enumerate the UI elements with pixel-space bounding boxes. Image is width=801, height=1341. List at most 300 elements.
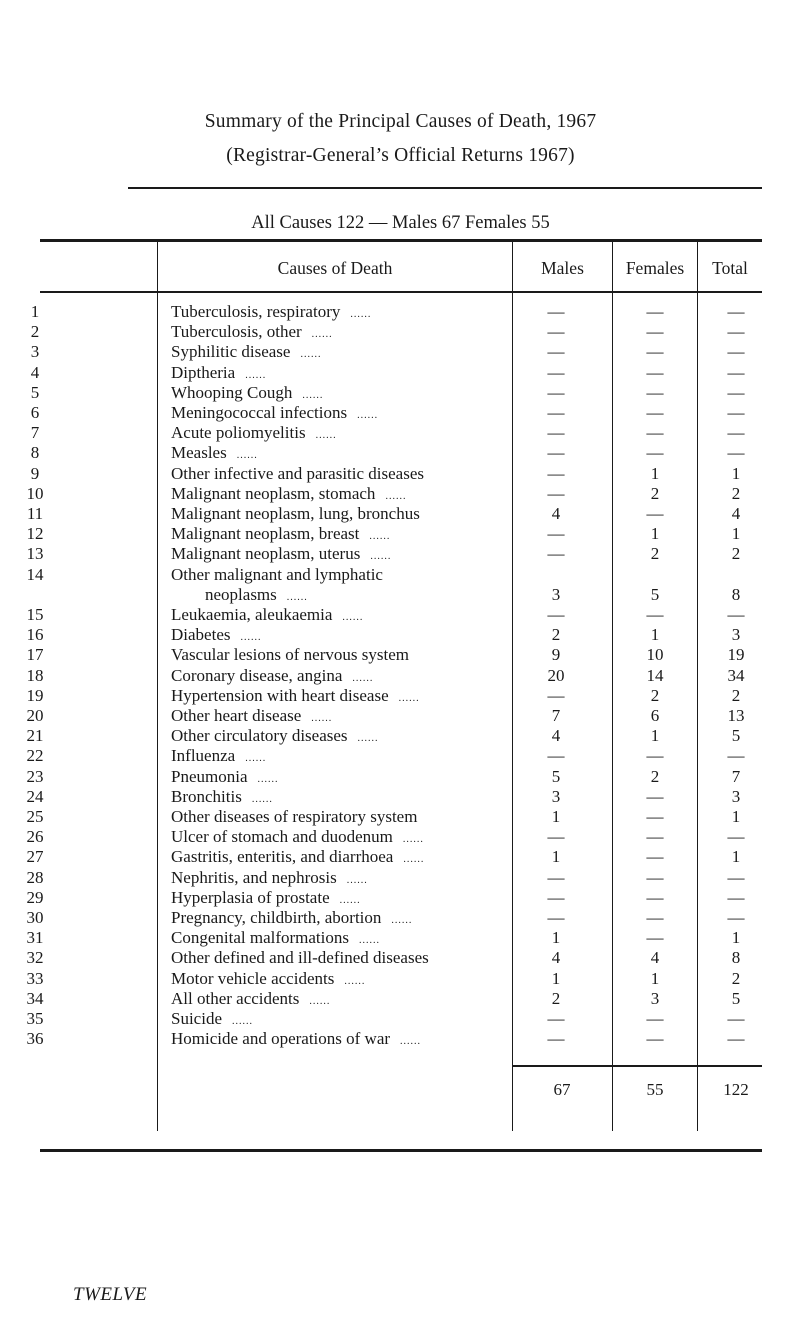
table-row <box>0 565 801 585</box>
males-cell: 3 <box>551 584 561 604</box>
table-row <box>0 888 801 908</box>
header-males: Males <box>541 258 584 278</box>
table-row <box>0 969 801 989</box>
total-cell: — <box>727 403 745 422</box>
row-number: 10 <box>26 483 44 503</box>
table-row <box>0 625 801 645</box>
cause-label: Nephritis, and nephrosis <box>171 867 337 887</box>
cause-cell <box>171 888 361 908</box>
row-number: 21 <box>26 726 44 746</box>
row-number: 34 <box>26 988 44 1008</box>
total-cell: 2 <box>731 544 741 564</box>
females-cell: — <box>646 1029 664 1049</box>
leader-dots: ...... <box>240 632 262 644</box>
total-cell: — <box>727 322 745 342</box>
leader-dots: ...... <box>257 773 279 785</box>
males-cell: — <box>547 342 565 362</box>
cause-cell <box>171 969 365 989</box>
totals-top-rule <box>512 1065 762 1067</box>
leader-dots: ...... <box>369 531 391 543</box>
cause-cell <box>171 686 420 706</box>
row-number: 19 <box>26 685 44 705</box>
males-cell: — <box>547 423 565 443</box>
total-cell: 2 <box>731 685 741 705</box>
row-number: 1 <box>30 302 40 321</box>
females-cell: 6 <box>650 706 660 725</box>
cause-label: Malignant neoplasm, stomach <box>171 483 376 503</box>
cause-cell <box>171 302 371 322</box>
row-number: 24 <box>26 786 44 806</box>
cause-cell <box>171 423 337 443</box>
total-cell: 3 <box>731 786 741 806</box>
leader-dots: ...... <box>245 369 267 381</box>
row-number: 5 <box>30 382 40 402</box>
table-top-rule <box>40 239 762 242</box>
males-cell: — <box>547 605 565 624</box>
table-row <box>0 666 801 686</box>
table-row <box>0 948 801 968</box>
row-number: 6 <box>30 403 40 422</box>
males-cell: 3 <box>551 786 561 806</box>
cause-label: Vascular lesions of nervous system <box>171 645 409 665</box>
cause-cell <box>171 565 393 585</box>
table-row <box>0 1029 801 1049</box>
females-cell: — <box>646 362 664 382</box>
cause-cell <box>171 322 333 342</box>
row-number: 25 <box>26 807 44 826</box>
cause-cell <box>171 504 430 524</box>
cause-label: Pregnancy, childbirth, abortion <box>171 908 382 927</box>
total-cell: — <box>727 302 745 321</box>
females-cell: — <box>646 887 664 907</box>
total-cell: — <box>727 887 745 907</box>
males-cell: 1 <box>551 928 561 948</box>
cause-cell <box>171 807 427 827</box>
males-cell: 4 <box>551 948 561 968</box>
table-row <box>0 908 801 928</box>
cause-cell <box>171 484 406 504</box>
cause-label: Congenital malformations <box>171 928 349 948</box>
cause-label: Gastritis, enteritis, and diarrhoea <box>171 847 394 867</box>
total-all: 122 <box>723 1080 749 1099</box>
males-cell: — <box>547 463 565 483</box>
leader-dots: ...... <box>232 1016 253 1027</box>
total-cell: — <box>727 827 745 847</box>
row-number: 4 <box>30 362 40 382</box>
table-row <box>0 847 801 867</box>
table-row <box>0 524 801 544</box>
males-cell: — <box>547 1009 565 1028</box>
table-row <box>0 302 801 322</box>
females-cell: 3 <box>650 988 660 1008</box>
males-cell: — <box>547 403 565 422</box>
cause-label: Tuberculosis, respiratory <box>171 302 341 321</box>
total-cell: — <box>727 746 745 766</box>
table-row <box>0 544 801 564</box>
total-cell: 3 <box>731 625 741 645</box>
females-cell: — <box>646 443 664 463</box>
cause-cell <box>171 342 321 362</box>
table-row <box>0 989 801 1009</box>
cause-label: Syphilitic disease <box>171 342 291 362</box>
total-cell: 19 <box>727 645 745 665</box>
total-cell: — <box>727 605 745 624</box>
row-number: 15 <box>26 605 44 624</box>
cause-cell <box>171 746 266 766</box>
females-cell: — <box>646 342 664 362</box>
total-cell: 1 <box>731 463 741 483</box>
cause-label: Meningococcal infections <box>171 403 348 422</box>
males-cell: — <box>547 887 565 907</box>
total-cell: — <box>727 908 745 927</box>
leader-dots: ...... <box>350 309 372 320</box>
cause-cell <box>171 666 373 686</box>
females-cell: — <box>646 867 664 887</box>
total-cell: 34 <box>727 665 745 685</box>
top-divider <box>128 187 762 189</box>
table-row <box>0 645 801 665</box>
leader-dots: ...... <box>309 995 331 1007</box>
page-footer: TWELVE <box>73 1284 148 1305</box>
females-cell: — <box>646 908 664 927</box>
males-cell: — <box>547 908 565 927</box>
females-cell: — <box>646 302 664 321</box>
females-cell: 1 <box>650 726 660 746</box>
cause-cell <box>171 868 368 888</box>
cause-cell <box>171 383 323 403</box>
leader-dots: ...... <box>286 591 308 603</box>
cause-label: Other defined and ill-defined diseases <box>171 948 429 968</box>
females-cell: — <box>646 847 664 867</box>
females-cell: — <box>646 382 664 402</box>
row-number: 36 <box>26 1029 44 1049</box>
cause-label: Suicide <box>171 1009 222 1028</box>
leader-dots: ...... <box>311 713 333 724</box>
cause-cell <box>171 847 424 867</box>
females-cell: 2 <box>650 685 660 705</box>
total-cell: 1 <box>731 928 741 948</box>
cause-label: Motor vehicle accidents <box>171 968 335 988</box>
cause-cell <box>171 645 419 665</box>
cause-label: Acute poliomyelitis <box>171 423 306 443</box>
page-title: Summary of the Principal Causes of Death, 1967 <box>204 111 597 132</box>
table-row <box>0 827 801 847</box>
cause-cell <box>171 443 258 463</box>
row-number: 3 <box>30 342 40 362</box>
leader-dots: ...... <box>352 672 374 684</box>
total-cell: 13 <box>727 706 745 725</box>
males-cell: 5 <box>551 766 561 786</box>
cause-label: neoplasms <box>205 584 277 604</box>
table-row <box>0 767 801 787</box>
leader-dots: ...... <box>400 1036 422 1048</box>
males-cell: 1 <box>551 968 561 988</box>
cause-label: Hyperplasia of prostate <box>171 887 330 907</box>
females-cell: 5 <box>650 584 660 604</box>
cause-label: Diptheria <box>171 362 236 382</box>
header-total: Total <box>712 258 748 278</box>
cause-label: Influenza <box>171 746 236 766</box>
total-cell: — <box>727 362 745 382</box>
leader-dots: ...... <box>315 430 337 442</box>
row-number: 2 <box>30 322 40 342</box>
cause-label: Homicide and operations of war <box>171 1029 391 1049</box>
total-cell: — <box>727 443 745 463</box>
row-number: 35 <box>26 1009 44 1028</box>
females-cell: — <box>646 807 664 826</box>
total-cell: 1 <box>731 807 741 826</box>
cause-cell <box>171 363 266 383</box>
cause-cell <box>171 544 391 564</box>
cause-cell <box>205 585 308 605</box>
total-cell: 2 <box>731 968 741 988</box>
leader-dots: ...... <box>342 612 364 623</box>
total-cell: — <box>727 342 745 362</box>
males-cell: 9 <box>551 645 561 665</box>
cause-cell <box>171 989 330 1009</box>
table-row <box>0 1009 801 1029</box>
leader-dots: ...... <box>346 874 368 886</box>
table-row <box>0 928 801 948</box>
leader-dots: ...... <box>251 793 273 805</box>
total-cell: — <box>727 382 745 402</box>
row-number: 27 <box>26 847 44 867</box>
page-subtitle: (Registrar-General’s Official Returns 1967) <box>226 145 575 166</box>
leader-dots: ...... <box>302 389 324 401</box>
cause-label: Coronary disease, angina <box>171 665 343 685</box>
males-cell: — <box>547 302 565 321</box>
leader-dots: ...... <box>344 975 366 987</box>
cause-cell <box>171 787 273 807</box>
table-row <box>0 686 801 706</box>
leader-dots: ...... <box>300 349 322 361</box>
row-number: 9 <box>30 463 40 483</box>
table-row <box>0 605 801 625</box>
cause-cell <box>171 1009 253 1029</box>
table-row <box>0 868 801 888</box>
males-cell: — <box>547 322 565 342</box>
cause-cell <box>171 908 412 928</box>
males-cell: 4 <box>551 726 561 746</box>
total-cell: — <box>727 1009 745 1028</box>
total-cell: 1 <box>731 524 741 544</box>
cause-cell <box>171 706 332 726</box>
leader-dots: ...... <box>245 753 267 765</box>
table-row <box>0 464 801 484</box>
cause-cell <box>171 403 378 423</box>
females-cell: — <box>646 827 664 847</box>
males-cell: — <box>547 382 565 402</box>
cause-label: Other diseases of respiratory system <box>171 807 418 826</box>
males-cell: 1 <box>551 807 561 826</box>
females-cell: — <box>646 322 664 342</box>
leader-dots: ...... <box>359 935 380 947</box>
females-cell: — <box>646 928 664 948</box>
cause-cell <box>171 1029 421 1049</box>
total-cell: — <box>727 1029 745 1049</box>
leader-dots: ...... <box>370 551 392 563</box>
cause-label: Other infective and parasitic diseases <box>171 463 425 483</box>
row-number: 8 <box>30 443 40 463</box>
females-cell: 10 <box>646 645 664 665</box>
row-number: 28 <box>26 867 44 887</box>
leader-dots: ...... <box>357 733 379 745</box>
cause-label: All other accidents <box>171 988 300 1008</box>
females-cell: — <box>646 786 664 806</box>
table-row <box>0 342 801 362</box>
females-cell: — <box>646 605 664 624</box>
table-bottom-rule <box>40 1149 762 1152</box>
cause-cell <box>171 948 439 968</box>
row-number: 7 <box>30 423 40 443</box>
females-cell: 1 <box>650 463 660 483</box>
cause-cell <box>171 464 434 484</box>
cause-label: Other circulatory diseases <box>171 726 348 746</box>
females-cell: — <box>646 504 664 523</box>
table-row <box>0 787 801 807</box>
row-number: 26 <box>26 827 44 847</box>
table-row <box>0 504 801 524</box>
table-row <box>0 706 801 726</box>
row-number: 31 <box>26 928 44 948</box>
cause-label: Tuberculosis, other <box>171 322 302 342</box>
table-row <box>0 443 801 463</box>
row-number: 20 <box>26 706 44 725</box>
header-causes: Causes of Death <box>277 258 393 278</box>
row-number: 12 <box>26 524 44 544</box>
females-cell: 1 <box>650 625 660 645</box>
table-row <box>0 403 801 423</box>
cause-cell <box>171 928 380 948</box>
total-cell: — <box>727 867 745 887</box>
cause-cell <box>171 726 379 746</box>
total-cell: 5 <box>731 988 741 1008</box>
males-cell: — <box>547 443 565 463</box>
females-cell: 2 <box>650 483 660 503</box>
leader-dots: ...... <box>385 490 407 502</box>
total-cell: — <box>727 423 745 443</box>
table-row <box>0 383 801 403</box>
leader-dots: ...... <box>402 834 424 846</box>
total-cell: 7 <box>731 766 741 786</box>
row-number: 22 <box>26 746 44 766</box>
table-row <box>0 423 801 443</box>
row-number: 30 <box>26 908 44 927</box>
row-number: 23 <box>26 766 44 786</box>
males-cell: 2 <box>551 988 561 1008</box>
total-cell: 5 <box>731 726 741 746</box>
cause-cell <box>171 767 279 787</box>
table-row <box>0 726 801 746</box>
table-row <box>0 363 801 383</box>
row-number: 13 <box>26 544 44 564</box>
row-number: 33 <box>26 968 44 988</box>
leader-dots: ...... <box>311 329 333 341</box>
males-cell: 4 <box>551 504 561 523</box>
table-row <box>0 807 801 827</box>
leader-dots: ...... <box>357 410 379 421</box>
cause-label: Other heart disease <box>171 706 302 725</box>
cause-cell <box>171 605 363 625</box>
cause-label: Measles <box>171 443 227 463</box>
males-cell: — <box>547 867 565 887</box>
table-row <box>0 746 801 766</box>
cause-label: Malignant neoplasm, lung, bronchus <box>171 504 420 523</box>
row-number: 16 <box>26 625 44 645</box>
cause-label: Hypertension with heart disease <box>171 685 389 705</box>
males-cell: 1 <box>551 847 561 867</box>
header-bottom-rule <box>40 291 762 293</box>
leader-dots: ...... <box>339 894 361 906</box>
males-cell: 20 <box>547 665 565 685</box>
header-females: Females <box>625 258 685 278</box>
females-cell: 1 <box>650 524 660 544</box>
cause-cell <box>171 524 390 544</box>
males-cell: — <box>547 685 565 705</box>
cause-label: Malignant neoplasm, uterus <box>171 544 361 564</box>
males-cell: 2 <box>551 625 561 645</box>
total-cell: 8 <box>731 948 741 968</box>
females-cell: 4 <box>650 948 660 968</box>
females-cell: — <box>646 1009 664 1028</box>
total-cell: 8 <box>731 584 741 604</box>
males-cell: — <box>547 746 565 766</box>
females-cell: — <box>646 746 664 766</box>
cause-label: Leukaemia, aleukaemia <box>171 605 333 624</box>
females-cell: — <box>646 423 664 443</box>
table-row <box>0 585 801 605</box>
row-number: 32 <box>26 948 44 968</box>
table-row <box>0 484 801 504</box>
leader-dots: ...... <box>403 854 425 866</box>
total-cell: 4 <box>731 504 741 523</box>
cause-label: Other malignant and lymphatic <box>171 564 383 584</box>
row-number: 29 <box>26 887 44 907</box>
cause-label: Diabetes <box>171 625 231 645</box>
cause-label: Bronchitis <box>171 786 242 806</box>
total-cell: 1 <box>731 847 741 867</box>
cause-cell <box>171 827 424 847</box>
females-cell: 14 <box>646 665 664 685</box>
total-males: 67 <box>553 1080 571 1099</box>
males-cell: 7 <box>551 706 561 725</box>
males-cell: — <box>547 827 565 847</box>
leader-dots: ...... <box>398 692 420 704</box>
row-number: 17 <box>26 645 44 665</box>
cause-cell <box>171 625 261 645</box>
leader-dots: ...... <box>391 915 413 926</box>
row-number: 11 <box>26 504 44 523</box>
males-cell: — <box>547 483 565 503</box>
cause-label: Ulcer of stomach and duodenum <box>171 827 393 847</box>
males-cell: — <box>547 544 565 564</box>
row-number: 14 <box>26 564 44 584</box>
leader-dots: ...... <box>236 450 258 462</box>
table-row <box>0 322 801 342</box>
females-cell: 2 <box>650 544 660 564</box>
total-females: 55 <box>646 1080 664 1099</box>
males-cell: — <box>547 362 565 382</box>
males-cell: — <box>547 1029 565 1049</box>
cause-label: Pneumonia <box>171 766 248 786</box>
total-cell: 2 <box>731 483 741 503</box>
females-cell: 2 <box>650 766 660 786</box>
females-cell: 1 <box>650 968 660 988</box>
females-cell: — <box>646 403 664 422</box>
summary-line: All Causes 122 — Males 67 Females 55 <box>251 213 550 233</box>
cause-label: Malignant neoplasm, breast <box>171 524 360 544</box>
males-cell: — <box>547 524 565 544</box>
